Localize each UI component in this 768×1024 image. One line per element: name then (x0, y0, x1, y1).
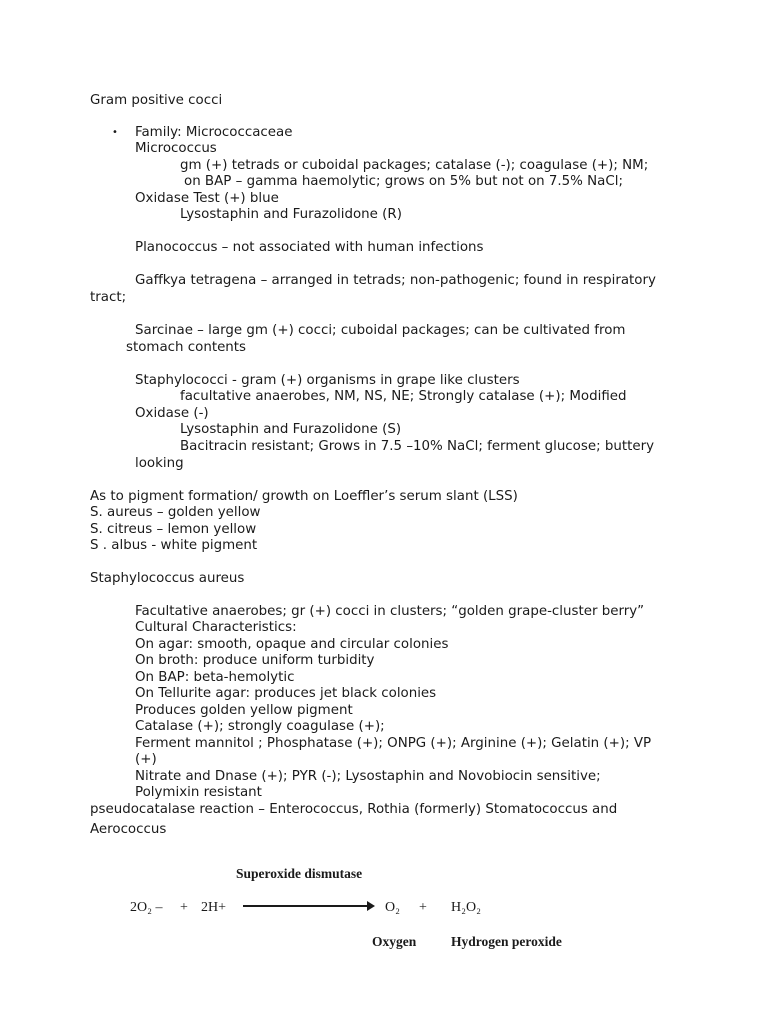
pigment-line: S. citreus – lemon yellow (90, 522, 257, 537)
staphylococci-line: Oxidase (-) (135, 406, 209, 421)
micrococcus-heading: Micrococcus (135, 141, 217, 156)
saureus-line: On Tellurite agar: produces jet black colonies (135, 686, 437, 701)
reaction-arrow (243, 905, 373, 907)
saureus-line: Facultative anaerobes; gr (+) cocci in clusters; “golden grape-cluster berry” (135, 604, 645, 619)
oxygen-label: Oxygen (372, 934, 417, 949)
staphylococci-heading: Staphylococci - gram (+) organisms in grape like clusters (135, 373, 520, 388)
planococcus-line: Planococcus – not associated with human infections (135, 240, 484, 255)
pseudocatalase-line: pseudocatalase reaction – Enterococcus, Rothia (formerly) Stomatococcus and (90, 802, 618, 817)
staphylococci-line: facultative anaerobes, NM, NS, NE; Strongly catalase (+); Modified (180, 389, 627, 404)
micrococcus-line: gm (+) tetrads or cuboidal packages; catalase (-); coagulase (+); NM; (180, 158, 649, 173)
pigment-line: S. aureus – golden yellow (90, 505, 261, 520)
hydrogen-peroxide-label: Hydrogen peroxide (451, 934, 562, 949)
saureus-line: On broth: produce uniform turbidity (135, 653, 375, 668)
sarcinae-line: Sarcinae – large gm (+) cocci; cuboidal packages; can be cultivated from (135, 323, 626, 338)
pigment-line: S . albus - white pigment (90, 538, 258, 553)
pigment-heading: As to pigment formation/ growth on Loeffler’s serum slant (LSS) (90, 489, 518, 504)
page-title: Gram positive cocci (90, 93, 223, 108)
saureus-line: Nitrate and Dnase (+); PYR (-); Lysostaphin and Novobiocin sensitive; (135, 769, 601, 784)
sarcinae-line: stomach contents (126, 340, 247, 355)
family-line: Family: Micrococcaceae (135, 125, 293, 140)
saureus-line: Ferment mannitol ; Phosphatase (+); ONPG (+); Arginine (+); Gelatin (+); VP (135, 736, 652, 751)
saureus-line: On agar: smooth, opaque and circular colonies (135, 637, 449, 652)
micrococcus-line: on BAP – gamma haemolytic; grows on 5% but not on 7.5% NaCl; (184, 174, 623, 189)
pseudocatalase-line: Aerococcus (90, 822, 167, 837)
plus-sign: + (419, 900, 427, 915)
staphylococci-line: looking (135, 456, 184, 471)
saureus-line: (+) (135, 752, 157, 767)
staphylococci-line: Bacitracin resistant; Grows in 7.5 –10% NaCl; ferment glucose; buttery (180, 439, 655, 454)
gaffkya-line: Gaffkya tetragena – arranged in tetrads; non-pathogenic; found in respiratory (135, 273, 656, 288)
saureus-heading: Staphylococcus aureus (90, 571, 245, 586)
reactant-hydrogen: 2H+ (201, 900, 227, 915)
saureus-line: On BAP: beta-hemolytic (135, 670, 295, 685)
product-oxygen: O₂ (385, 900, 400, 915)
saureus-line: Catalase (+); strongly coagulase (+); (135, 719, 385, 734)
saureus-line: Cultural Characteristics: (135, 620, 297, 635)
plus-sign: + (180, 900, 188, 915)
reactant-superoxide: 2O₂ ‒ (130, 900, 163, 915)
saureus-line: Produces golden yellow pigment (135, 703, 353, 718)
gaffkya-line: tract; (90, 290, 127, 305)
micrococcus-line: Oxidase Test (+) blue (135, 191, 279, 206)
micrococcus-line: Lysostaphin and Furazolidone (R) (180, 207, 402, 222)
product-hydrogen-peroxide: H₂O₂ (451, 900, 481, 915)
staphylococci-line: Lysostaphin and Furazolidone (S) (180, 422, 402, 437)
bullet-marker: • (112, 127, 118, 138)
enzyme-label: Superoxide dismutase (236, 866, 363, 881)
saureus-line: Polymixin resistant (135, 785, 262, 800)
